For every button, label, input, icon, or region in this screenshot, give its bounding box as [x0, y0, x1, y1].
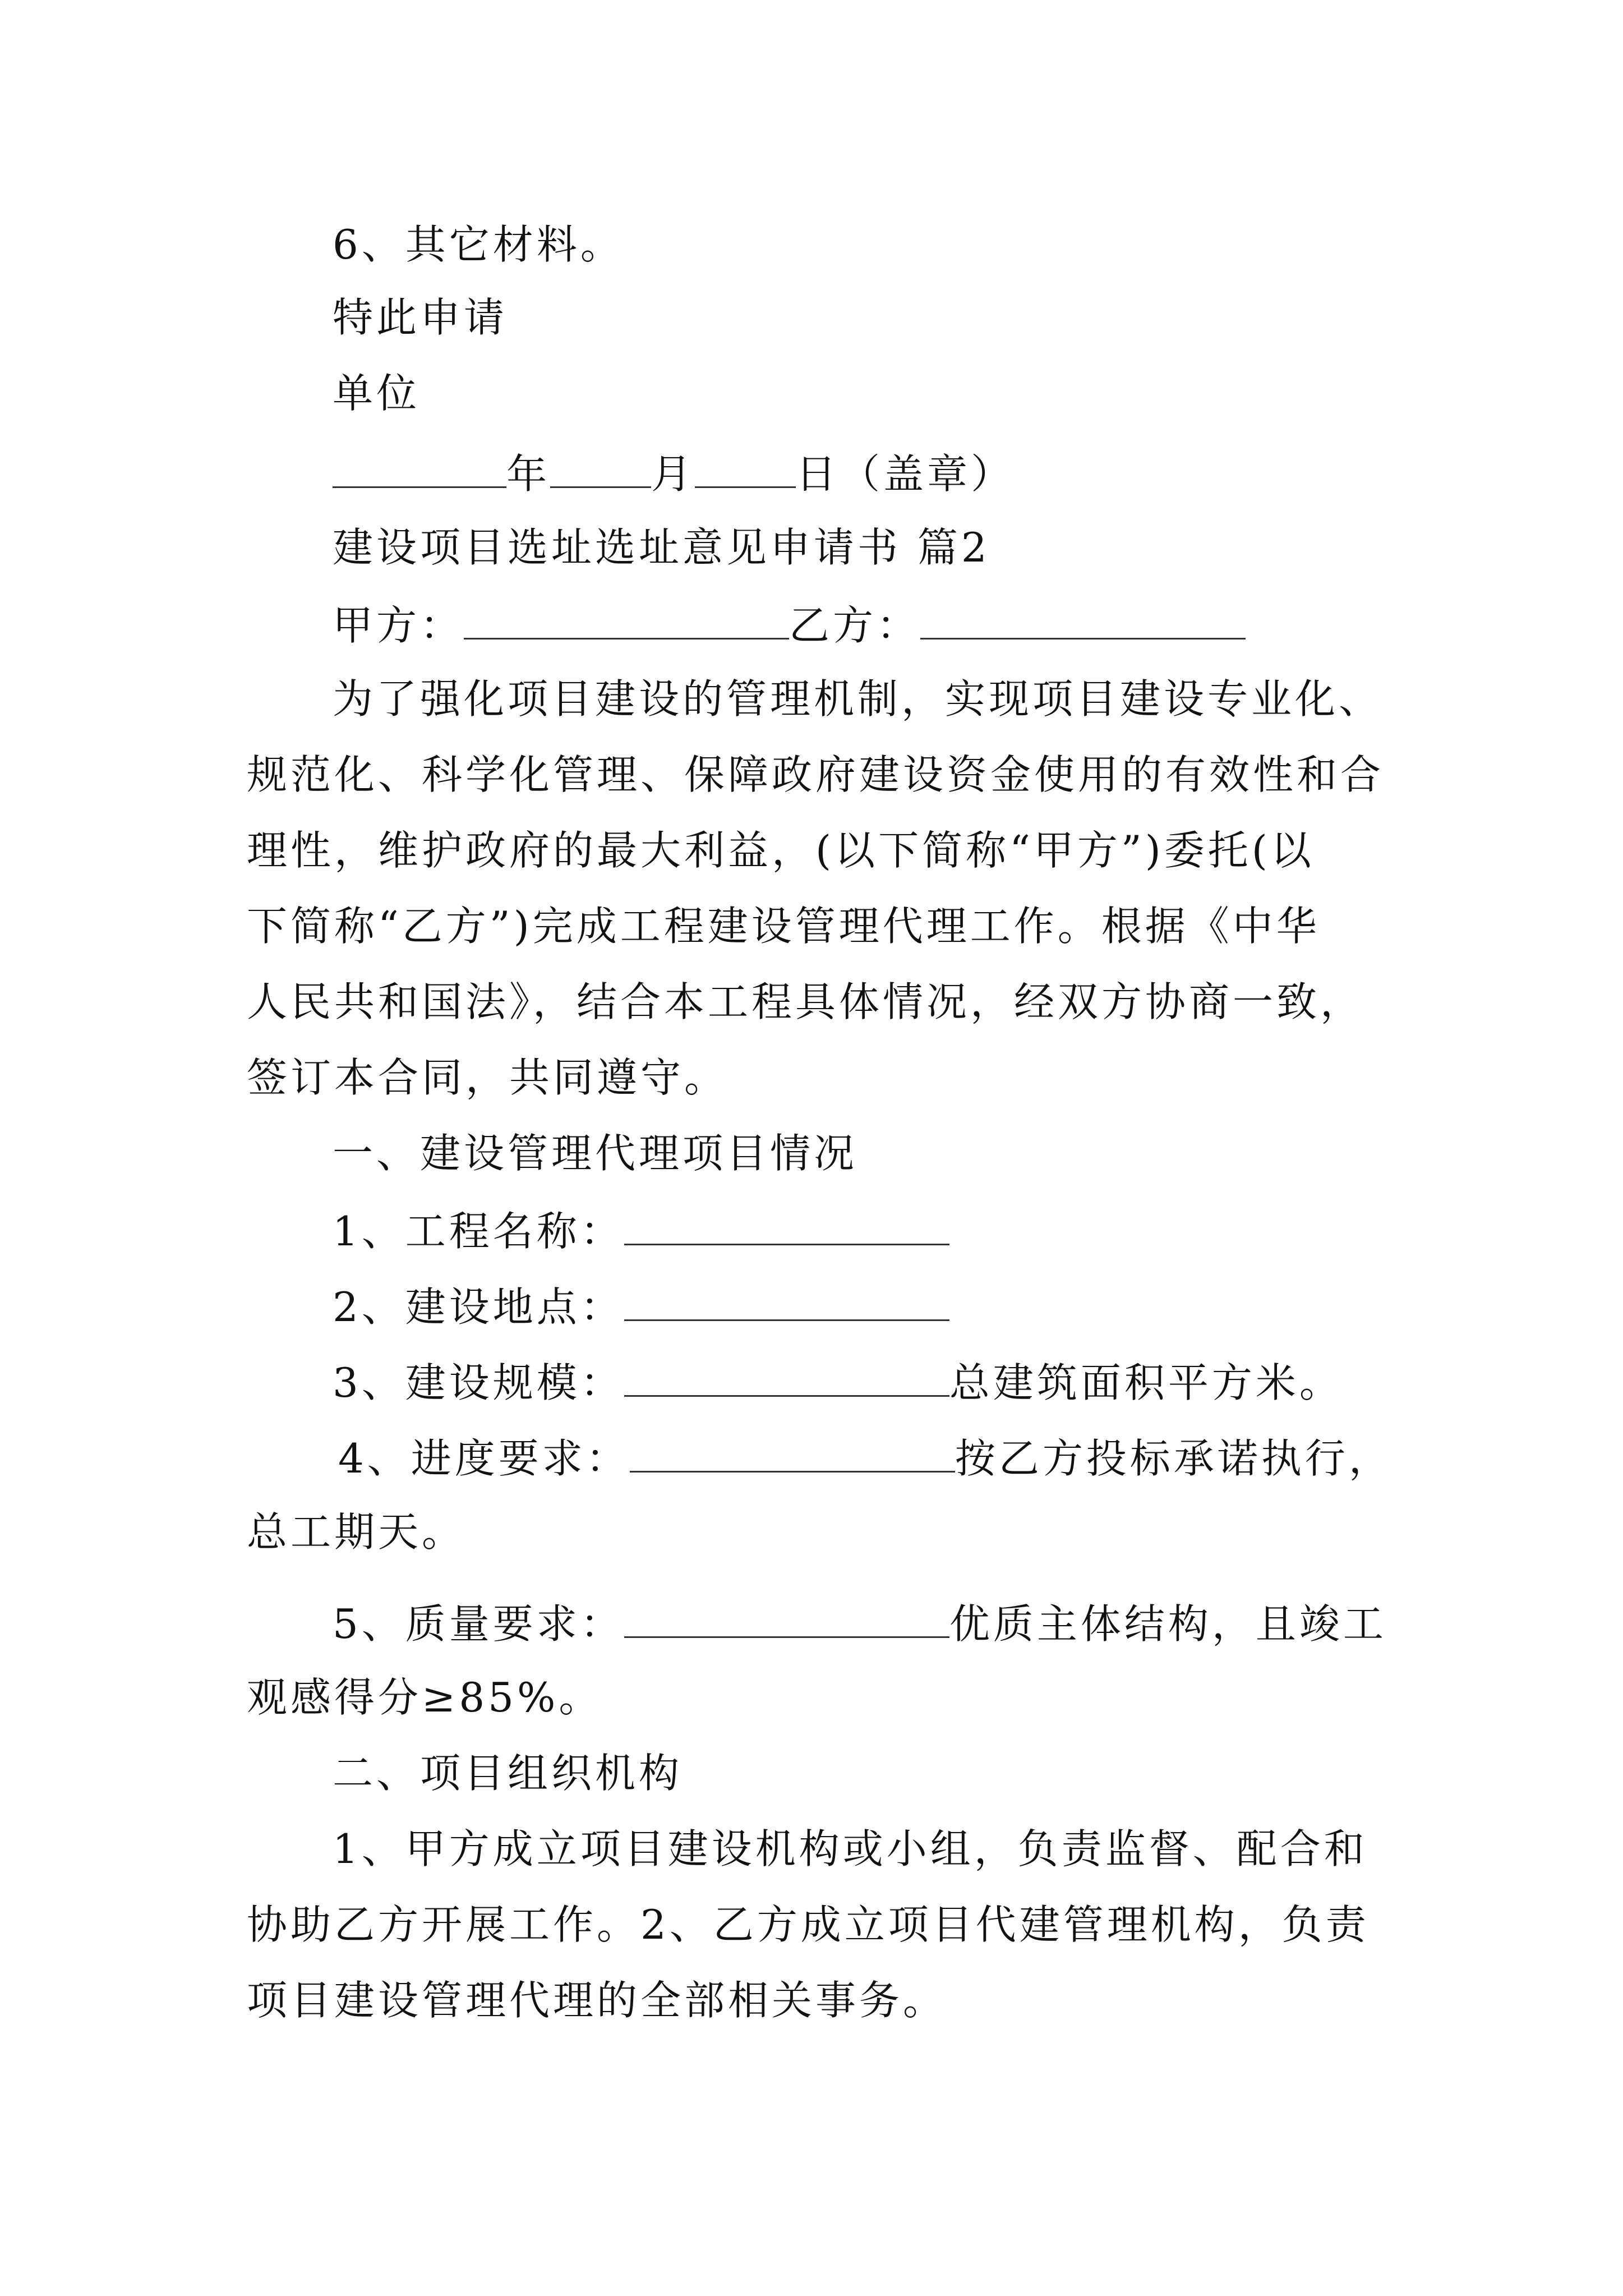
- paragraph-line: 人民共和国法》，结合本工程具体情况，经双方协商一致，: [247, 978, 1364, 1025]
- section-heading: 建设项目选址选址意见申请书 篇2: [333, 524, 990, 571]
- location-blank: [624, 1285, 949, 1321]
- paragraph-line: 为了强化项目建设的管理机制，实现项目建设专业化、: [333, 675, 1383, 723]
- section-two-heading: 二、项目组织机构: [333, 1750, 683, 1797]
- parties-line: [333, 602, 1246, 649]
- closing-request: 特此申请: [333, 294, 508, 341]
- day-blank: [695, 452, 796, 488]
- item-quality-cont: 观感得分≥85%。: [247, 1674, 603, 1721]
- year-blank: [333, 452, 506, 488]
- month-label: 月: [651, 450, 695, 498]
- paragraph-line: 协助乙方开展工作。2、乙方成立项目代建管理机构，负责: [247, 1901, 1370, 1948]
- paragraph-line: 规范化、科学化管理、保障政府建设资金使用的有效性和合: [247, 751, 1385, 798]
- item-label: 5、质量要求：: [333, 1600, 624, 1648]
- project-name-blank: [624, 1209, 949, 1245]
- item-label: 4、进度要求：: [338, 1435, 630, 1482]
- quality-blank: [624, 1602, 949, 1638]
- paragraph-line: 1、甲方成立项目建设机构或小组，负责监督、配合和: [333, 1825, 1368, 1872]
- date-seal-line: [333, 450, 1015, 498]
- item-schedule-cont: 总工期天。: [247, 1508, 466, 1556]
- item-scale: [333, 1359, 1343, 1406]
- item-suffix: 优质主体结构，且竣工: [949, 1600, 1387, 1648]
- item-location: [333, 1283, 949, 1331]
- unit-label: 单位: [333, 370, 421, 417]
- item-label: 3、建设规模：: [333, 1359, 624, 1406]
- month-blank: [550, 452, 651, 488]
- year-label: 年: [506, 450, 551, 498]
- schedule-blank: [630, 1436, 955, 1473]
- paragraph-line: 项目建设管理代理的全部相关事务。: [247, 1977, 947, 2024]
- party-b-label: 乙方：: [789, 602, 921, 649]
- item-quality: [333, 1600, 1387, 1648]
- paragraph-line: 签订本合同，共同遵守。: [247, 1054, 728, 1101]
- day-seal-label: 日（盖章）: [796, 450, 1015, 498]
- item-label: 2、建设地点：: [333, 1283, 624, 1331]
- section-one-heading: 一、建设管理代理项目情况: [333, 1130, 858, 1177]
- paragraph-line: 理性，维护政府的最大利益，(以下简称“甲方”)委托(以: [247, 827, 1315, 874]
- item-project-name: [333, 1208, 949, 1255]
- paragraph-line: 下简称“乙方”)完成工程建设管理代理工作。根据《中华: [247, 903, 1320, 950]
- item-suffix: 按乙方投标承诺执行，: [955, 1435, 1393, 1482]
- item-suffix: 总建筑面积平方米。: [949, 1359, 1343, 1406]
- item-label: 1、工程名称：: [333, 1208, 624, 1255]
- scale-blank: [624, 1360, 949, 1397]
- list-item-other-materials: 6、其它材料。: [333, 221, 624, 268]
- item-schedule: [338, 1435, 1393, 1482]
- party-b-blank: [920, 603, 1246, 639]
- party-a-blank: [464, 603, 789, 639]
- party-a-label: 甲方：: [333, 602, 464, 649]
